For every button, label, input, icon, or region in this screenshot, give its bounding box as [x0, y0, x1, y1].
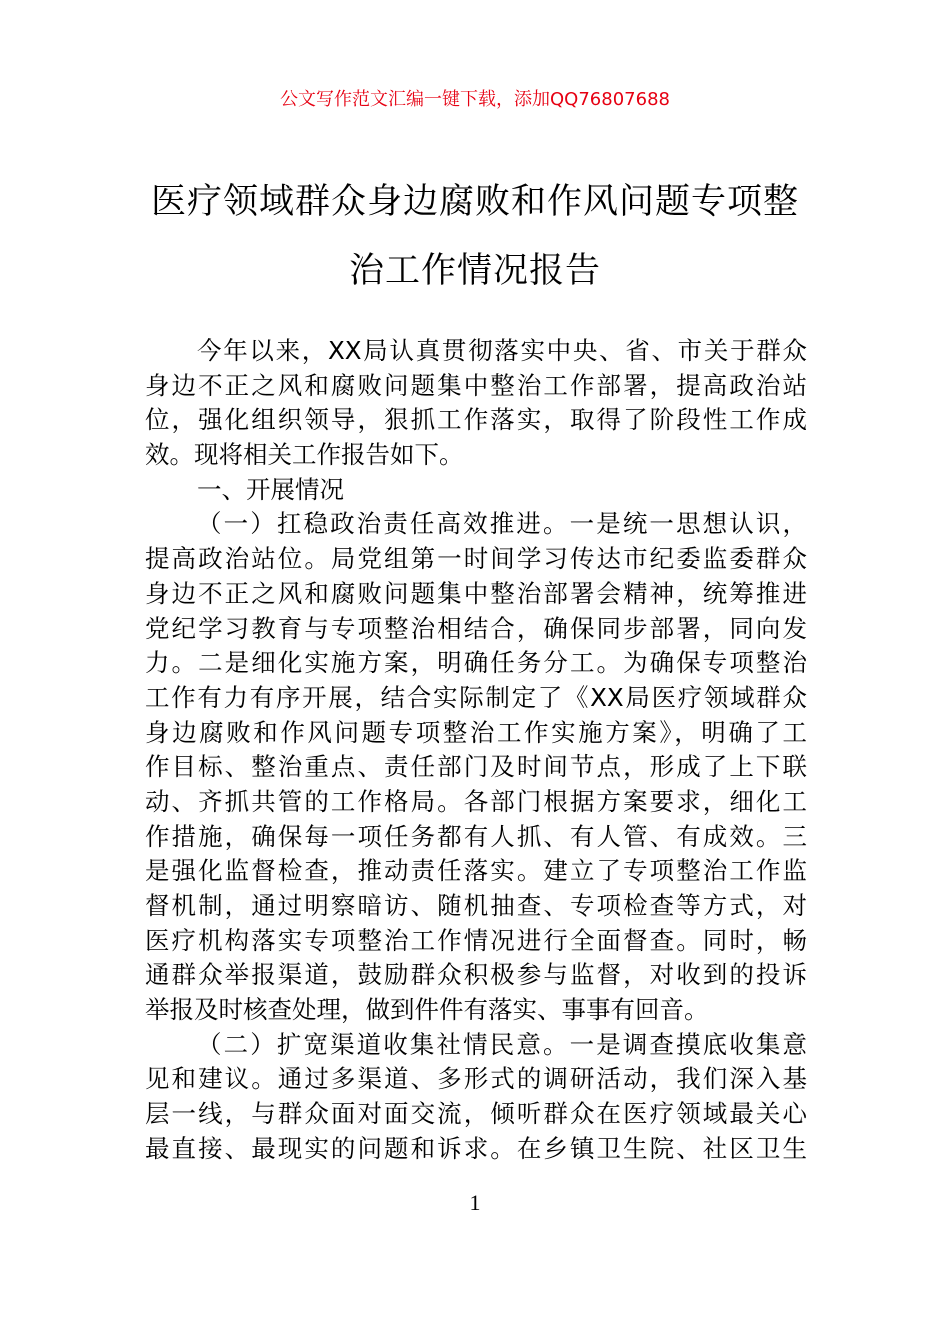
- paragraph-line: 通群众举报渠道，鼓励群众积极参与监督，对收到的投诉: [145, 960, 807, 990]
- document-title-line-1: 医疗领域群众身边腐败和作风问题专项整: [150, 182, 799, 222]
- paragraph-line: 身边不正之风和腐败问题集中整治部署会精神，统筹推进: [145, 578, 807, 608]
- paragraph-line: 举报及时核查处理，做到件件有落实、事事有回音。: [145, 995, 709, 1025]
- paragraph-line: 督机制，通过明察暗访、随机抽查、专项检查等方式，对: [145, 891, 807, 920]
- paragraph-line: 是强化监督检查，推动责任落实。建立了专项整治工作监: [145, 856, 807, 886]
- paragraph-line: 提高政治站位。局党组第一时间学习传达市纪委监委群众: [145, 544, 807, 574]
- paragraph-line: 位，强化组织领导，狠抓工作落实，取得了阶段性工作成: [145, 405, 807, 435]
- watermark-banner: 公文写作范文汇编一键下载，添加QQ76807688: [280, 89, 670, 110]
- document-body: [145, 334, 807, 1167]
- paragraph-line: 身边腐败和作风问题专项整治工作实施方案》，明确了工: [145, 717, 807, 747]
- paragraph-line: 今年以来，XX局认真贯彻落实中央、省、市关于群众: [197, 336, 807, 365]
- paragraph-line: 作目标、整治重点、责任部门及时间节点，形成了上下联: [145, 752, 807, 782]
- paragraph-line: 身边不正之风和腐败问题集中整治工作部署，提高政治站: [145, 370, 807, 400]
- paragraph-line: 一、开展情况: [197, 474, 344, 504]
- paragraph-line: 动、齐抓共管的工作格局。各部门根据方案要求，细化工: [145, 786, 807, 816]
- paragraph-line: 层一线，与群众面对面交流，倾听群众在医疗领域最关心: [145, 1099, 807, 1129]
- paragraph-line: （一）扛稳政治责任高效推进。一是统一思想认识，: [197, 509, 807, 539]
- paragraph-line: 医疗机构落实专项整治工作情况进行全面督查。同时，畅: [145, 925, 807, 955]
- paragraph-line: 力。二是细化实施方案，明确任务分工。为确保专项整治: [145, 648, 807, 678]
- paragraph-line: 见和建议。通过多渠道、多形式的调研活动，我们深入基: [145, 1064, 807, 1094]
- paragraph-line: 工作有力有序开展，结合实际制定了《XX局医疗领域群众: [145, 682, 807, 712]
- paragraph-line: 党纪学习教育与专项整治相结合，确保同步部署，同向发: [145, 613, 807, 643]
- page-number: 1: [469, 1190, 481, 1215]
- document-title-line-2: 治工作情况报告: [348, 251, 601, 291]
- paragraph-line: 作措施，确保每一项任务都有人抓、有人管、有成效。三: [145, 821, 807, 851]
- paragraph-line: （二）扩宽渠道收集社情民意。一是调查摸底收集意: [197, 1029, 807, 1059]
- paragraph-line: 最直接、最现实的问题和诉求。在乡镇卫生院、社区卫生: [145, 1133, 807, 1163]
- paragraph-line: 效。现将相关工作报告如下。: [145, 440, 464, 470]
